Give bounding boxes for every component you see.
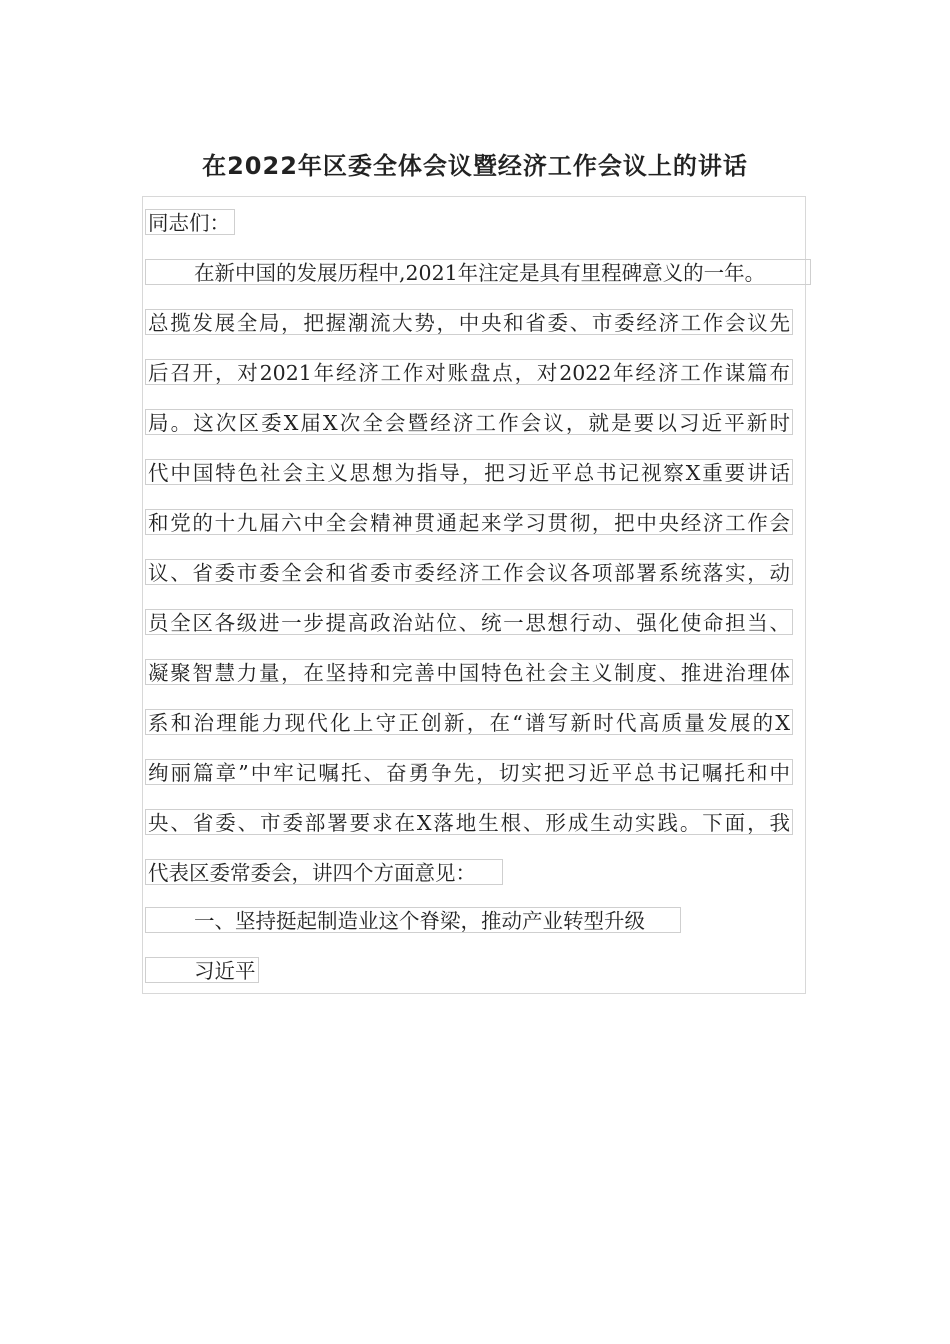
paragraph-line-12: 央、省委、市委部署要求在X落地生根、形成生动实践。下面，我 xyxy=(145,809,793,835)
paragraph-line-3: 后召开，对2021年经济工作对账盘点，对2022年经济工作谋篇布 xyxy=(145,359,793,385)
paragraph-line-2: 总揽发展全局，把握潮流大势，中央和省委、市委经济工作会议先 xyxy=(145,309,793,335)
paragraph-line-11: 绚丽篇章”中牢记嘱托、奋勇争先，切实把习近平总书记嘱托和中 xyxy=(145,759,793,785)
subheading: 习近平 xyxy=(145,957,259,983)
salutation: 同志们： xyxy=(145,209,235,235)
paragraph-line-13: 代表区委常委会，讲四个方面意见： xyxy=(145,859,503,885)
paragraph-line-6: 和党的十九届六中全会精神贯通起来学习贯彻，把中央经济工作会 xyxy=(145,509,793,535)
paragraph-line-4: 局。这次区委X届X次全会暨经济工作会议，就是要以习近平新时 xyxy=(145,409,793,435)
section-heading: 一、坚持挺起制造业这个脊梁，推动产业转型升级 xyxy=(145,907,681,933)
paragraph-line-10: 系和治理能力现代化上守正创新，在“谱写新时代高质量发展的X xyxy=(145,709,793,735)
document-title: 在2022年区委全体会议暨经济工作会议上的讲话 xyxy=(202,152,748,180)
paragraph-line-9: 凝聚智慧力量，在坚持和完善中国特色社会主义制度、推进治理体 xyxy=(145,659,793,685)
paragraph-line-7: 议、省委市委全会和省委市委经济工作会议各项部署系统落实，动 xyxy=(145,559,793,585)
paragraph-line-1: 在新中国的发展历程中,2021年注定是具有里程碑意义的一年。 xyxy=(145,259,811,285)
paragraph-line-8: 员全区各级进一步提高政治站位、统一思想行动、强化使命担当、 xyxy=(145,609,793,635)
paragraph-line-5: 代中国特色社会主义思想为指导，把习近平总书记视察X重要讲话 xyxy=(145,459,793,485)
